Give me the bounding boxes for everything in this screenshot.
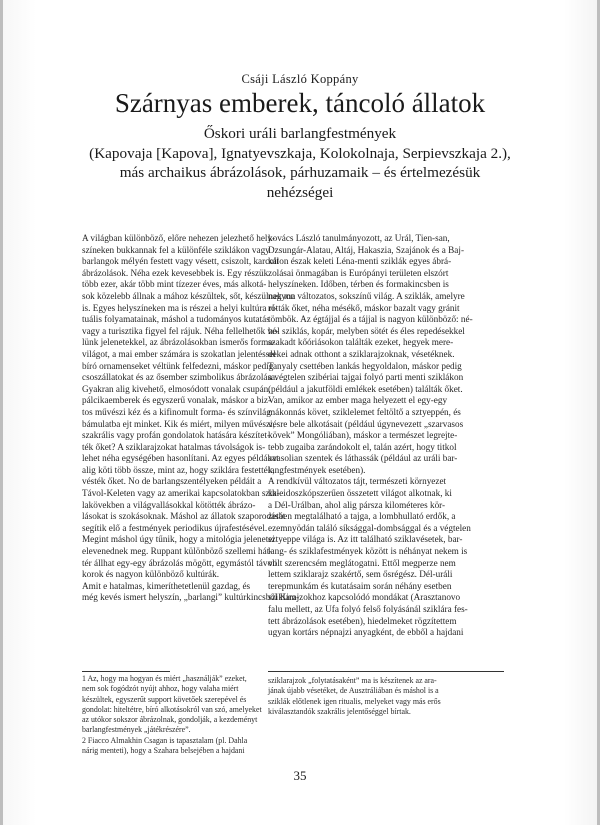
footnote-line: kiválasztandók szakrális jelentőséggel bírtak. [268, 706, 411, 716]
footnote-line: nárig menteti), hogy a Szahara belsejében a hajdani [82, 746, 245, 756]
body-text-line: a Dél-Urálban, ahol alig pársza kilométeres kör- [268, 499, 446, 510]
author: Csáji László Koppány [241, 72, 359, 86]
body-text-line: tett ábrázolások esetében), hiedelmeket rögzítettem [268, 615, 457, 626]
body-text-line: ábrázolások. Néha ezek kevesebbek is. Egy részük [82, 267, 269, 278]
body-text-line: hol sziklás, kopár, melyben sötét és éles repedésekkel [268, 325, 465, 336]
body-text-line: tos művészi kéz és a kifinomult forma- és színvilág [82, 406, 271, 417]
body-text-line: színeken bukkannak fel a különféle sziklákon vagy [82, 244, 270, 255]
body-text-line: tuális folyamatainak, máshol a tudományos kutatás [82, 314, 270, 325]
body-text-line: A világban különböző, előre nehezen jelezhető hely- [82, 233, 276, 243]
footnotes-left [82, 674, 262, 756]
body-text-line: zetben megtalálható a tajga, a lombhullató erdők, a [268, 511, 456, 522]
body-text-line: még kevés ismert helyszín, „barlangi” kultúrkincsből Kim- [82, 592, 300, 603]
body-text-line: kovács László tanulmányozott, az Urál, Tien-san, [268, 233, 450, 243]
body-text-line: Dzsungár-Alatau, Altáj, Hakaszia, Szajánok és a Baj- [268, 244, 465, 255]
body-column-right [268, 233, 504, 639]
body-text-line: (például a jakutföldi emlékek esetében) találták őket. [268, 383, 463, 394]
footnote-line: sziklák előtlenek igen ritualis, melyeket vagy más erős [268, 696, 441, 706]
scan-edge [0, 0, 3, 825]
body-text-line: nagyon változatos, sokszínű világ. A sziklák, amelyre [268, 290, 465, 301]
footnote-line: készültek, egyszerűt support követőek szerepével és [82, 694, 247, 704]
body-text-line: lünk jelenetekkel, az ábrázolásokban ismerős forma- [82, 337, 276, 348]
body-text-line: ték őket? A sziklarajzokat hatalmas távolságok is- [82, 441, 266, 452]
footnotes-right [268, 676, 504, 717]
body-text-line: lettem sziklarajz szakértő, sem ősrégész. Dél-uráli [268, 569, 453, 580]
body-text-line: Távol-Keleten vagy az amerikai kapcsolatokban szik- [82, 488, 280, 499]
body-text-line: bíró ornamenseket véltünk felfedezni, máskor pedig [82, 360, 274, 371]
body-text-line: lásokat is szokásoknak. Máshol az állatok szaporodását [82, 511, 286, 522]
body-text-line: világot, a mai ember számára is szokatlan jelentéssel [82, 348, 276, 359]
body-text-line: elevenednek meg. Ruppant különböző szellemi hát- [82, 546, 273, 557]
body-text-line: A rendkívül változatos tájt, természeti környezet [268, 476, 447, 487]
body-text-line: alig köti több össze, mint az, hogy sziklára festették, [82, 464, 275, 475]
body-text-line: lehet néha egységében hasonlítani. Az egyes példákat [82, 453, 279, 464]
subtitle-line: más archaikus ábrázolások, párhuzamaik – és értelmezésük [119, 164, 481, 181]
body-text-line: szakadt kőóriásokon találták ezeket, hegyek mere- [268, 337, 454, 348]
body-text-line: tömbök. Az égtájjal és a tájjal is nagyon különböző: né- [268, 314, 473, 325]
body-text-line: bámulatba ejt minket. Kik és miért, milyen művészi, [82, 418, 275, 429]
body-text-line: tebb zugaiba zarándokolt el, talán azért, hogy titkol [268, 441, 457, 452]
body-text-line: kaleidoszkópszerűen összetett világot alkotnak, ki [268, 488, 452, 499]
body-text-line: sztyeppe világa is. Az itt található sziklavésetek, bar- [268, 534, 463, 545]
body-text-line: falu mellett, az Ufa folyó felső folyásánál sziklára fes- [268, 604, 468, 614]
body-text-line: vagy a turisztika figyel fel rájuk. Néha fellelhetők vé- [82, 325, 280, 336]
body-text-line: langfestmények esetében). [268, 464, 366, 475]
page-number: 35 [293, 768, 307, 783]
body-text-line: pálcikaemberek és egyszerű vonalak, máskor a biz- [82, 395, 272, 406]
body-text-line: szakrális vagy profán gondolatok hatására készítet- [82, 430, 271, 441]
body-text-line: a végtelen szibériai tajgai folyó parti menti sziklákon [268, 372, 464, 383]
article-title: Szárnyas emberek, táncoló állatok [114, 88, 486, 118]
body-text-line: volt szerencsém meglátogatni. Ettől megperze nem [268, 557, 456, 568]
body-text-line: mákonnás követ, sziklelemet feltöltő a sztyeppén, és [268, 406, 461, 417]
body-text-line: kálon észak keleti Léna-menti sziklák egyes ábrá- [268, 256, 452, 267]
body-text-line: korok és nagyon különböző kultúrák. [82, 569, 220, 580]
body-text-line: Tanyaly csettében lankás hegyoldalon, máskor pedig [268, 360, 462, 371]
footnote-line: nem sok fogódzót nyújt ahhoz, hogy valaha miért [82, 684, 239, 694]
body-text-line: helyszíneken. Időben, térben és formakincsben is [268, 279, 449, 290]
footnote-line: 1 Az, hogy ma hogyan és miért „használják” ezeket, [82, 674, 247, 683]
body-text-line: segítik elő a festmények periodikus újrafestésével. [82, 522, 268, 533]
body-text-line: lang- és sziklafestmények között is néhányat nekem is [268, 546, 468, 557]
article-subtitle [40, 124, 560, 202]
body-text-line: tér állhat egy-egy ábrázolás mögött, egymástól távoli [82, 557, 278, 568]
body-text-line: zolásai önmagában is Európányi területen elszórt [268, 267, 449, 278]
body-text-line: lakövekben a világvallásokkal kötötték ábrázo- [82, 499, 256, 510]
body-text-line: terepmunkám és kutatásaim során néhány esetben [268, 580, 452, 591]
subtitle-line: nehézségei [266, 183, 334, 201]
body-text-line: sok közelebb állnak a mához készültek, sőt, készülnek ma [82, 290, 296, 301]
subtitle-line: Őskori uráli barlangfestmények [203, 125, 397, 142]
body-text-line: vésték őket. No de barlangszentélyeken példáit a [82, 476, 262, 487]
body-text-line: kövek” Mongóliában), máskor a természet legrejte- [268, 430, 458, 441]
body-text-line: rótták őket, néha mésékő, máskor bazalt vagy gránit [268, 302, 460, 313]
footnote-line: gondolat: hiteltétre, bíró alkotásokról van szó, amelyeket [82, 704, 262, 714]
body-text-line: Amit e hatalmas, kimeríthetetlenül gazdag, és [82, 580, 251, 591]
body-text-line: vésre bele alkotásait (például úgynevezett „szarvasos [268, 418, 464, 429]
body-text-line: Gyakran alig kivehető, elmosódott vonalak csupán, [82, 383, 271, 394]
body-text-line: ezemnyödán találó síksággal-dombsággal és a végtelen [268, 522, 471, 533]
body-text-line: barlangok mélyén festett vagy vésett, csiszolt, karcolt [82, 256, 279, 267]
body-column-left [82, 233, 300, 604]
body-text-line: Megint máshol úgy tűnik, hogy a mitológia jelenetei [82, 534, 275, 545]
footnote-line: az utókor sokszor ábrázolnak, gondolják, a kezdeményt [82, 715, 258, 725]
body-text-line: Van, amikor az ember maga helyezett el egy-egy [268, 395, 448, 406]
body-text-line: dekei adnak otthont a sziklarajzoknak, vésetéknek. [268, 348, 455, 359]
subtitle-line: (Kapovaja [Kapova], Ignatyevszkaja, Kolokolnaja, Serpievszkaja 2.), [89, 144, 511, 162]
body-text-line: csoszállatokat és az ősember szimbolikus ábrázolása. [82, 372, 278, 383]
body-text-line: ugyan kortárs népnajzi anyagként, de ebből a hajdani [268, 627, 464, 638]
body-text-line: is. Egyes helyszíneken ma is részei a helyi kultúra ri- [82, 302, 278, 313]
footnote-divider [268, 671, 504, 672]
body-text-line: több ezer, akár több mint tízezer éves, más alkotá- [82, 279, 267, 290]
footnote-line: 2 Fiacco Almakhin Csagan is tapasztalam (pl. Dahla [82, 735, 248, 745]
footnote-line: jának újabb vésetéket, de Ausztráliában és máshol is a [268, 686, 439, 696]
body-text-line: avasolian szentek és láthassák (például az uráli bar- [268, 453, 458, 464]
footnote-divider [82, 671, 170, 672]
footnote-line: sziklarajzok „folytatásaként” ma is készítenek az ara- [268, 676, 437, 685]
body-text-line: sziklarajzokhoz kapcsolódó mondákat (Arasztanovo [268, 592, 461, 603]
footnote-line: barlangfestmények „játékrészére”. [82, 725, 191, 735]
